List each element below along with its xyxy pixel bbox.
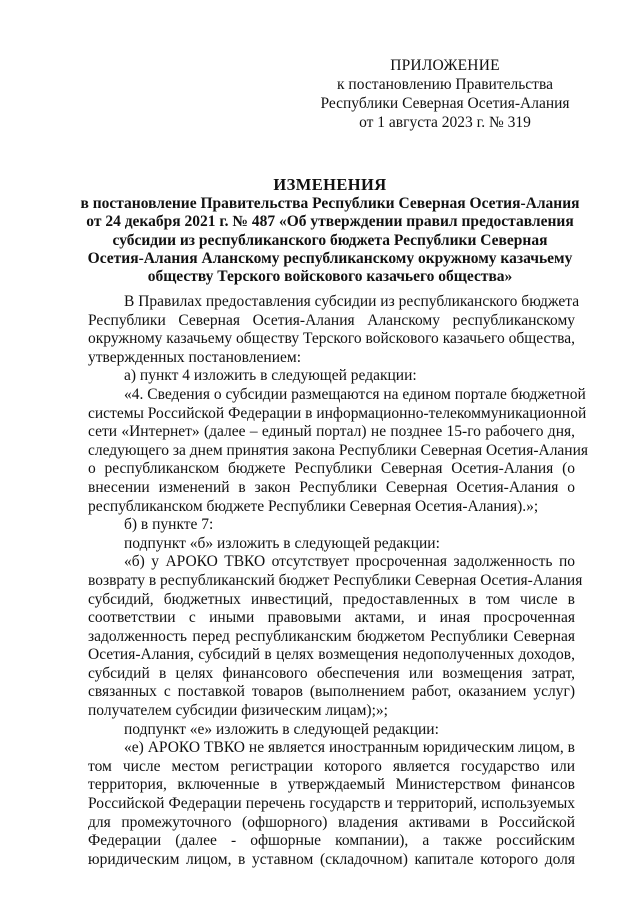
body-line: В Правилах предоставления субсидии из республиканского бюджета [124, 293, 580, 310]
body-line: получателем субсидии физическим лицам);»; [88, 702, 388, 720]
body-line: «е) АРОКО ТВКО не является иностранным юридическим лицом, в [124, 739, 575, 757]
appendix-block [300, 56, 590, 132]
body-line: субсидий, бюджетных инвестиций, предоставленных в том числе в [88, 590, 575, 608]
body-line: Осетия-Алания, субсидий в целях возмещения недополученных доходов, [88, 646, 575, 664]
body-line: подпункт «б» изложить в следующей редакции: [124, 534, 440, 552]
body-line: б) в пункте 7: [124, 516, 214, 534]
body-line: возврату в республиканский бюджет Республики Северная Осетия-Алания [88, 571, 583, 589]
document-heading [70, 176, 590, 286]
body-line: сети «Интернет» (далее – единый портал) не позднее 15-го рабочего дня, [88, 423, 575, 441]
heading-line: обществу Терского войскового казачьего общества» [147, 268, 513, 286]
body-line: «4. Сведения о субсидии размещаются на едином портале бюджетной [124, 385, 586, 403]
body-line: территория, включенные в утверждаемый Министерством финансов [88, 776, 575, 794]
heading-line: Осетия-Алания Аланскому республиканскому окружному казачьему [87, 249, 573, 267]
body-line: о республиканском бюджете Республики Северная Осетия-Алания (о [88, 460, 575, 478]
appendix-line: от 1 августа 2023 г. № 319 [359, 114, 531, 131]
document-body [88, 293, 589, 869]
appendix-line: Республики Северная Осетия-Алания [320, 95, 570, 112]
body-line: системы Российской Федерации в информационно-телекоммуникационной [88, 404, 587, 422]
body-line: Федерации (далее - офшорные компании), а также российским [88, 832, 575, 850]
body-line: подпункт «е» изложить в следующей редакции: [124, 720, 439, 738]
heading-line: от 24 декабря 2021 г. № 487 «Об утверждении правил предоставления [86, 213, 574, 231]
heading-title: ИЗМЕНЕНИЯ [273, 175, 387, 194]
body-line: Республики Северная Осетия-Алания Аланскому республиканскому [88, 311, 575, 329]
body-line: республиканском бюджете Республики Северная Осетия-Алания).»; [88, 497, 539, 515]
body-line: задолженность перед республиканским бюджетом Республики Северная [88, 627, 575, 645]
body-line: внесении изменений в закон Республики Северная Осетия-Алания о [88, 478, 575, 496]
heading-line: субсидии из республиканского бюджета Республики Северная [112, 231, 548, 249]
body-line: соответствии с иными правовыми актами, и иная просроченная [88, 609, 575, 627]
body-line: окружному казачьему обществу Терского войскового казачьего общества, [88, 330, 575, 348]
heading-line: в постановление Правительства Республики Северная Осетия-Алания [80, 195, 580, 213]
body-line: Российской Федерации перечень государств и территорий, используемых [88, 795, 575, 813]
body-line: субсидий в целях финансового обеспечения или возмещения затрат, [88, 664, 575, 682]
body-line: для промежуточного (офшорного) владения активами в Российской [88, 813, 575, 831]
appendix-title: ПРИЛОЖЕНИЕ [390, 57, 500, 74]
body-line: юридическим лицом, в уставном (складочном) капитале которого доля [88, 850, 575, 868]
body-line: а) пункт 4 изложить в следующей редакции: [124, 367, 417, 385]
body-line: том числе местом регистрации которого является государство или [88, 757, 575, 775]
body-line: утвержденных постановлением: [88, 348, 301, 366]
appendix-line: к постановлению Правительства [337, 76, 553, 93]
body-line: «б) у АРОКО ТВКО отсутствует просроченная задолженность по [124, 553, 575, 571]
body-line: следующего за днем принятия закона Республики Северная Осетия-Алания [88, 441, 589, 459]
body-line: связанных с поставкой товаров (выполнением работ, оказанием услуг) [88, 683, 575, 701]
